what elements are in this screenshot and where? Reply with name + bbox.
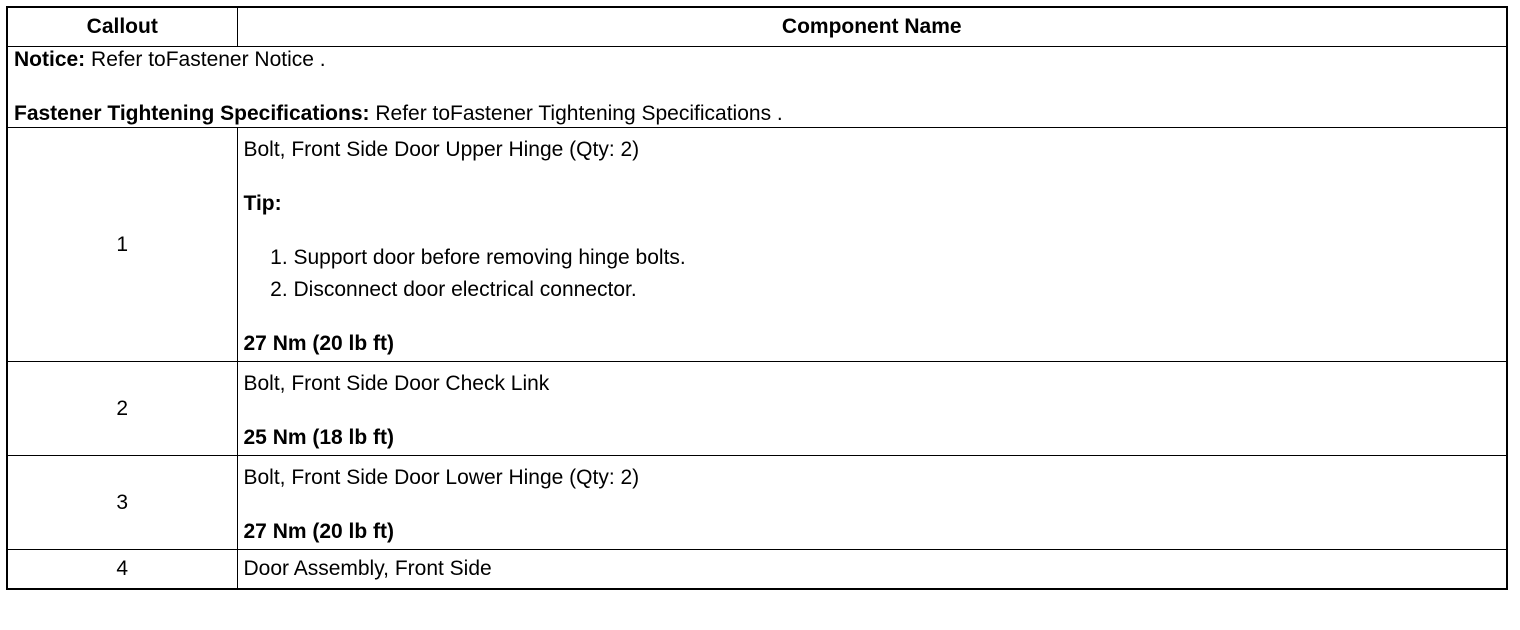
- table-row: [7, 128, 1507, 362]
- component-cell: [237, 456, 1507, 550]
- tip-label: Tip:: [243, 192, 282, 215]
- torque-spec: 27 Nm (20 lb ft): [243, 520, 395, 543]
- component-name: Bolt, Front Side Door Lower Hinge (Qty: 2): [243, 466, 640, 489]
- tip-step: 1. Support door before removing hinge bolts.: [294, 245, 1501, 271]
- notice-label: Notice:: [14, 48, 86, 71]
- callout-cell: 4: [7, 550, 237, 590]
- callout-cell: 3: [7, 456, 237, 550]
- fastener-spec-label: Fastener Tightening Specifications:: [14, 102, 370, 125]
- component-table: [6, 6, 1508, 590]
- table-row: [7, 456, 1507, 550]
- notice: [14, 47, 1500, 73]
- torque-spec: 25 Nm (18 lb ft): [243, 426, 395, 449]
- tip-step: 2. Disconnect door electrical connector.: [294, 277, 1501, 303]
- fastener-spec-text: Refer toFastener Tightening Specifications .: [369, 102, 783, 125]
- table-row: [7, 362, 1507, 456]
- component-name: Bolt, Front Side Door Check Link: [243, 372, 550, 395]
- table-row: [7, 550, 1507, 590]
- fastener-spec: [14, 101, 1500, 127]
- tip-steps: [244, 245, 1501, 303]
- component-cell: [237, 550, 1507, 590]
- torque-spec: 27 Nm (20 lb ft): [243, 332, 395, 355]
- callout-cell: 1: [7, 128, 237, 362]
- callout-header: Callout: [7, 7, 237, 47]
- header-row: [7, 7, 1507, 47]
- component-cell: [237, 362, 1507, 456]
- component-name: Bolt, Front Side Door Upper Hinge (Qty: 2): [243, 138, 640, 161]
- notice-cell: [7, 47, 1507, 128]
- notice-row: [7, 47, 1507, 128]
- notice-text: Refer toFastener Notice .: [85, 48, 326, 71]
- component-name-header: Component Name: [237, 7, 1507, 47]
- component-name: Door Assembly, Front Side: [243, 557, 492, 580]
- component-cell: [237, 128, 1507, 362]
- callout-cell: 2: [7, 362, 237, 456]
